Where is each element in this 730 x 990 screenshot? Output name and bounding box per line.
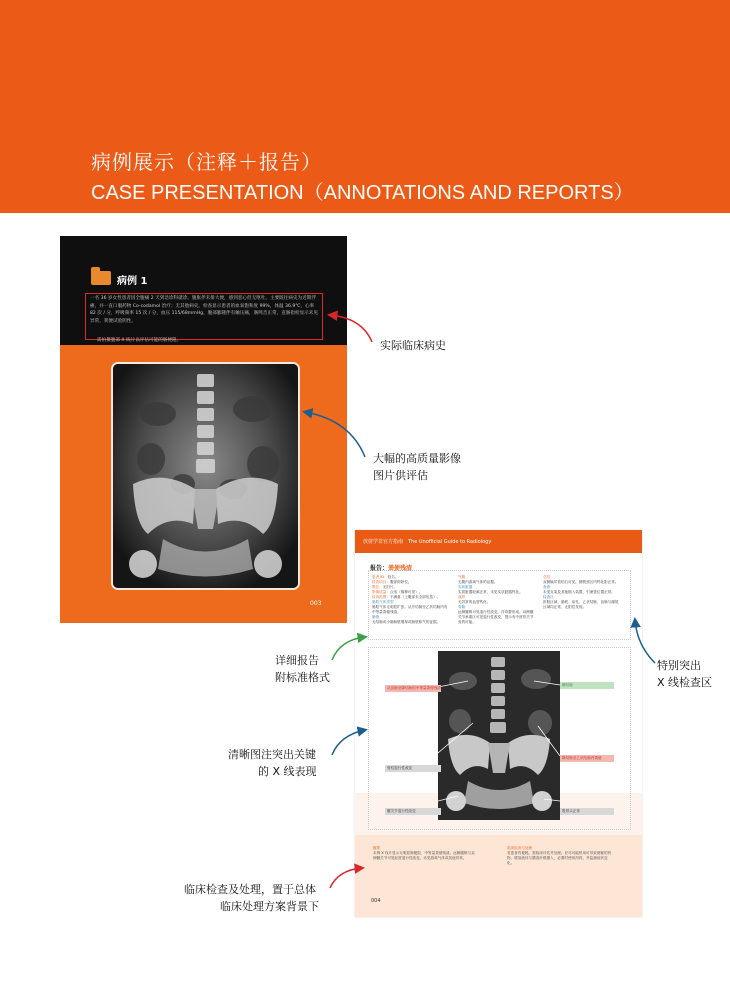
- report-column-3: [543, 575, 621, 610]
- report-item: 检查区： 肝脏区域、肺底、疝孔、乙状结肠、盲肠与阑尾区域均正常，无阳性发现。: [543, 595, 619, 609]
- report-item: 气腹 无腹内游离气体的证据。: [458, 575, 498, 584]
- management-block: [507, 846, 612, 866]
- report-page-right: [355, 530, 642, 917]
- summary-title: 概要: [373, 846, 381, 850]
- case-history-line2: 需拍摄腹部 X 线片以评估可能的肠梗阻。: [97, 338, 182, 343]
- report-top-bar: [355, 530, 642, 553]
- annotation-image-line2: 图片供评估: [373, 469, 428, 482]
- report-item: 骨骼 远侧腰椎可见退行性改变，伴骨赘形成。双侧髋关节承重区可见退行性改变，提示有中度骨关节炎的可能。: [458, 605, 534, 624]
- annotation-labels-line2: 的 X 线表现: [258, 765, 317, 778]
- report-item: 既往：无旧片。: [372, 585, 398, 589]
- folder-icon: [91, 271, 111, 285]
- report-item: 实质脏器 实质脏器轮廓正常，未见实质脏器钙化。: [458, 585, 523, 594]
- report-label: 报告：: [370, 565, 389, 572]
- annotation-management-line1: 临床检查及处理，置于总体: [184, 883, 316, 896]
- report-heading: [370, 563, 412, 572]
- annotation-tag: 横结肠: [560, 682, 614, 689]
- annotation-report-line1: 详细报告: [275, 654, 319, 667]
- report-title: 粪便残渣: [388, 565, 413, 572]
- annotation-checkzone-line2: X 线检查区: [657, 676, 713, 689]
- annotation-labels-line1: 清晰图注突出关键: [228, 748, 316, 761]
- annotation-report-line2: 附标准格式: [275, 671, 330, 684]
- report-item: 肠壁 无结肠或小肠肠壁增厚或肠壁积气的证据。: [372, 615, 441, 624]
- annotation-image-line1: 大幅的高质量影像: [373, 452, 461, 465]
- report-item: 肠腔气体类型 肠腔气体无明显扩张。从升结肠至乙状结肠内有中等量粪便残渣。: [372, 600, 448, 614]
- summary-text: 本例 X 线片显示无明显肠梗阻，中等量粪便残渣。远侧腰椎与双侧髋关节可见轻度退行性改变，未见游离气体或其他异常。: [373, 851, 475, 860]
- report-item: 检查范围：不满意（上腹部未全部包括）。: [372, 595, 441, 599]
- case-history-panel: [60, 236, 347, 345]
- management-title: 临床检查与处理: [507, 846, 533, 850]
- annotation-checkzone-line1: 特别突出: [657, 659, 701, 672]
- summary-block: [373, 846, 478, 861]
- report-column-1: [372, 575, 450, 625]
- annotation-tag: 股骨头正常: [560, 808, 614, 815]
- annotation-clinical-history: 实际临床病史: [380, 339, 446, 352]
- annotation-tag: 从盲肠至降结肠的中等量粪便残渣: [387, 686, 441, 690]
- annotation-management-line2: 临床处理方案背景下: [220, 900, 319, 913]
- page-number: 003: [310, 600, 322, 607]
- header-banner: [0, 0, 730, 213]
- report-item: 总结： 双侧输尿管结石可见，膀胱颈区内钙化影正常。: [543, 575, 619, 584]
- page-number: 004: [371, 898, 381, 904]
- header-title-cn: 病例展示（注释＋报告）: [91, 150, 322, 174]
- report-item: 影像质量：合适（稀释可见）。: [372, 590, 423, 594]
- report-column-2: [458, 575, 536, 625]
- report-item: 检查项目：腹部仰卧位。: [372, 580, 412, 584]
- case-title: 病例 1: [117, 276, 148, 287]
- report-item: 患者 ID：姓名。: [372, 575, 399, 579]
- case-page-left: [60, 236, 347, 623]
- report-item: 查看： 未见支架及其他植入装置，引流管位置正常。: [543, 585, 615, 594]
- header-title-en: CASE PRESENTATION（ANNOTATIONS AND REPORTS）: [91, 182, 634, 204]
- xray-image: [111, 362, 300, 590]
- annotation-tag: 降结肠至乙状结肠内粪便: [560, 755, 614, 762]
- annotated-xray-image: [438, 651, 560, 820]
- case-history-text: 一名 36 岁女性患者因全腹痛 2 天到急诊科就诊。腹胀伴未排大便，感到恶心但无呕吐。主要既往病史为近期浮痛，并一直口服药物 Co-codamol 治疗；无其他病史。检查显示患者的血氧饱和度 99%，体温 36.9℃，心率 82 次 / 分，呼吸频率 15 次 / 分，血压 115/68mmHg，腹部膨隆伴有触压痛，肠鸣音正常，直肠指检显示未见异常，粪便试验阴性。: [85, 293, 323, 340]
- annotation-tag: 脊柱退行性改变: [385, 765, 441, 772]
- management-text: 若患者有便秘，需临床评估并处理。应尽可能停用可导致便秘的药物，增加液体与膳食纤维摄入，必要时使用泻药，并监测症状变化。: [507, 851, 612, 865]
- report-top-bar-label: 放射学非官方指南 The Unofficial Guide to Radiology: [363, 539, 492, 545]
- annotation-tag: 髋关节退行性改变: [385, 808, 441, 815]
- report-item: 血管 无异常的血管钙化。: [458, 595, 491, 604]
